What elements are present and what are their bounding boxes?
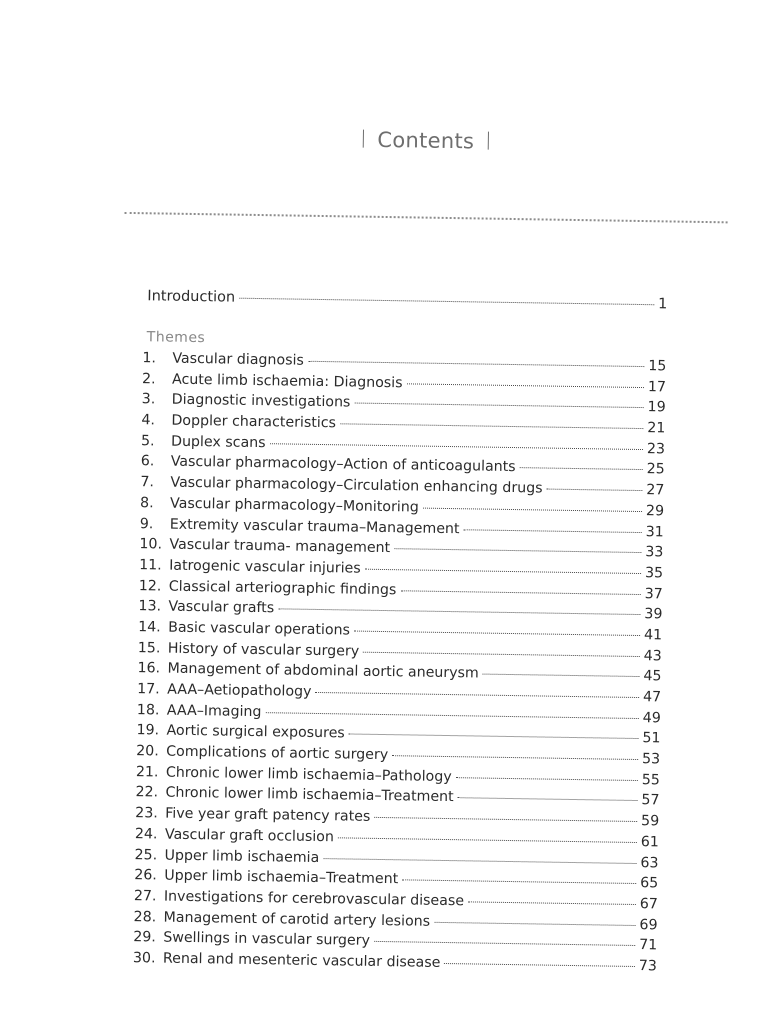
toc-entry-page: 57 [641,792,660,809]
toc-entry-number: 10. [139,536,163,553]
toc-entry-number: 1. [142,350,157,367]
dot-leader [278,609,640,616]
toc-entry-page: 17 [647,378,667,396]
toc-introduction-entry [147,288,667,312]
toc-entry-title: Management of carotid artery lesions [163,909,431,930]
toc-entry-title: Complications of aortic surgery [166,743,389,764]
dot-leader [308,361,644,367]
dot-leader [363,651,640,656]
toc-entry-title: Vascular pharmacology–Circulation enhancing drugs [170,474,543,497]
dot-leader [394,548,641,553]
toc-entry-number: 7. [140,474,155,491]
toc-entry-number: 15. [137,639,161,657]
title-left-bar [362,130,363,148]
toc-entry-title: Vascular trauma- management [169,536,391,557]
introduction-page: 1 [657,296,668,313]
toc-entry-title: Vascular grafts [168,598,275,617]
toc-entry-page: 37 [644,585,663,602]
toc-entry-number: 25. [134,846,158,863]
dotted-divider [125,212,728,223]
dot-leader [520,468,643,471]
toc-entry-number: 27. [133,887,157,905]
dot-leader [340,423,643,429]
dot-leader [392,755,638,760]
toc-entry-title: Upper limb ischaemia–Treatment [164,867,399,888]
toc-entry-title: Swellings in vascular surgery [163,929,371,950]
toc-entry-title: Iatrogenic vascular injuries [169,557,361,577]
toc-entry-number: 4. [141,412,156,429]
toc-entry-number: 30. [132,950,156,967]
dot-leader [338,837,637,843]
toc-entry-number: 17. [137,681,160,698]
dot-leader [547,489,643,492]
toc-entry-page: 65 [640,875,659,892]
title-right-bar [488,132,489,150]
toc-entry-page: 71 [639,937,658,954]
toc-entry-page: 53 [641,751,661,768]
toc-entry-number: 6. [140,453,155,470]
toc-entry-number: 9. [139,515,154,532]
page-title [6,122,768,159]
toc-entry-page: 73 [638,957,658,975]
dot-leader [444,963,634,967]
dot-leader [423,507,642,511]
toc-entry-page: 45 [643,668,662,685]
toc-entry-title: Acute limb ischaemia: Diagnosis [171,371,403,391]
page-title-text: Contents [377,127,475,154]
toc-entry-page: 63 [640,854,659,871]
toc-entry-title: Chronic lower limb ischaemia–Treatment [165,785,454,806]
toc-entry-page: 39 [644,606,663,623]
toc-entry-title: History of vascular surgery [167,640,360,660]
dot-leader [374,817,637,822]
toc-entry-page: 21 [647,420,666,437]
toc-entry-page: 51 [642,730,661,747]
toc-entry-number: 23. [135,805,158,822]
dot-leader [434,921,635,925]
toc-entry-title: Vascular graft occlusion [164,826,335,846]
toc-entry-title: Aortic surgical exposures [166,722,345,742]
dot-leader [354,630,640,635]
toc-entry-number: 26. [134,867,157,884]
toc-entry-page: 49 [642,709,661,727]
dot-leader [354,403,643,409]
toc-entry-number: 16. [137,660,161,677]
toc-entry-number: 20. [136,743,159,760]
toc-entry-title: Vascular pharmacology–Action of anticoagulants [170,454,516,476]
toc-entry-page: 41 [643,627,663,644]
toc-entry-page: 25 [646,461,665,478]
dot-leader [407,383,644,388]
toc-entry-page: 29 [645,502,665,520]
toc-entry-number: 29. [133,929,156,946]
toc-entry-title: Five year graft patency rates [165,805,371,825]
dot-leader [402,880,636,885]
toc-entry-page: 19 [647,399,666,416]
dot-leader [270,443,643,450]
toc-entry-number: 3. [141,391,156,408]
toc-entry-number: 12. [138,577,162,595]
introduction-label: Introduction [147,288,236,306]
toc-entry-page: 23 [646,440,666,458]
dot-leader [464,529,642,533]
dot-leader [239,298,654,306]
toc-entry-number: 2. [141,370,156,388]
toc-entry-page: 55 [641,771,660,789]
toc-entry-number: 5. [140,432,155,450]
toc-entry-page: 15 [648,358,667,375]
toc-entry-page: 31 [645,523,664,540]
toc-entry-title: Extremity vascular trauma–Management [169,516,460,537]
toc-entry-number: 13. [138,598,162,615]
dot-leader [483,674,640,677]
dot-leader [458,798,638,802]
dot-leader [400,590,640,595]
toc-entry-page: 27 [646,482,665,499]
toc-entry-title: Renal and mesenteric vascular disease [162,950,441,971]
dot-leader [323,858,636,864]
toc-entry-page: 33 [645,544,664,561]
toc-entry-title: AAA–Aetiopathology [167,681,312,700]
toc-entry-title: Classical arteriographic findings [168,578,397,598]
toc-entry-page: 67 [639,895,658,913]
toc-entry-number: 21. [135,763,159,781]
toc-entry-title: Vascular diagnosis [172,350,305,369]
toc-entry-page: 59 [640,813,660,830]
toc-entry-number: 14. [138,619,161,636]
toc-entry-number: 11. [139,557,162,574]
toc-entry-title: Investigations for cerebrovascular disease [163,888,465,910]
themes-heading: Themes [146,329,206,347]
toc-entry-title: Doppler characteristics [171,412,337,432]
toc-entry-number: 28. [133,908,157,926]
toc-entry-page: 61 [640,833,659,851]
toc-entry-number: 18. [136,701,160,719]
toc-entry-title: Chronic lower limb ischaemia–Pathology [165,764,452,785]
dot-leader [315,692,639,698]
dot-leader [365,569,641,574]
toc-entry-title: Management of abdominal aortic aneurysm [167,660,479,682]
toc-entry-page: 43 [643,647,662,665]
toc-entry-title: Upper limb ischaemia [164,847,320,866]
dot-leader [265,712,638,719]
toc-entry-page: 35 [644,564,664,582]
dot-leader [456,777,638,781]
toc-entry-title: Diagnostic investigations [171,392,351,411]
dot-leader [468,901,636,905]
toc-entry-number: 19. [136,722,160,739]
toc-list [133,350,667,979]
dot-leader [349,734,639,740]
toc-entry-page: 47 [642,689,662,706]
toc-entry-number: 22. [135,784,159,801]
toc-entry-page: 69 [639,916,658,933]
toc-entry-title: Vascular pharmacology–Monitoring [169,495,419,516]
toc-entry-number: 24. [134,825,158,843]
toc-entry-number: 8. [139,494,154,512]
toc-entry-title: Basic vascular operations [168,619,351,639]
toc-entry-title: AAA–Imaging [166,702,262,720]
dot-leader [374,941,635,946]
toc-entry-title: Duplex scans [170,433,266,451]
